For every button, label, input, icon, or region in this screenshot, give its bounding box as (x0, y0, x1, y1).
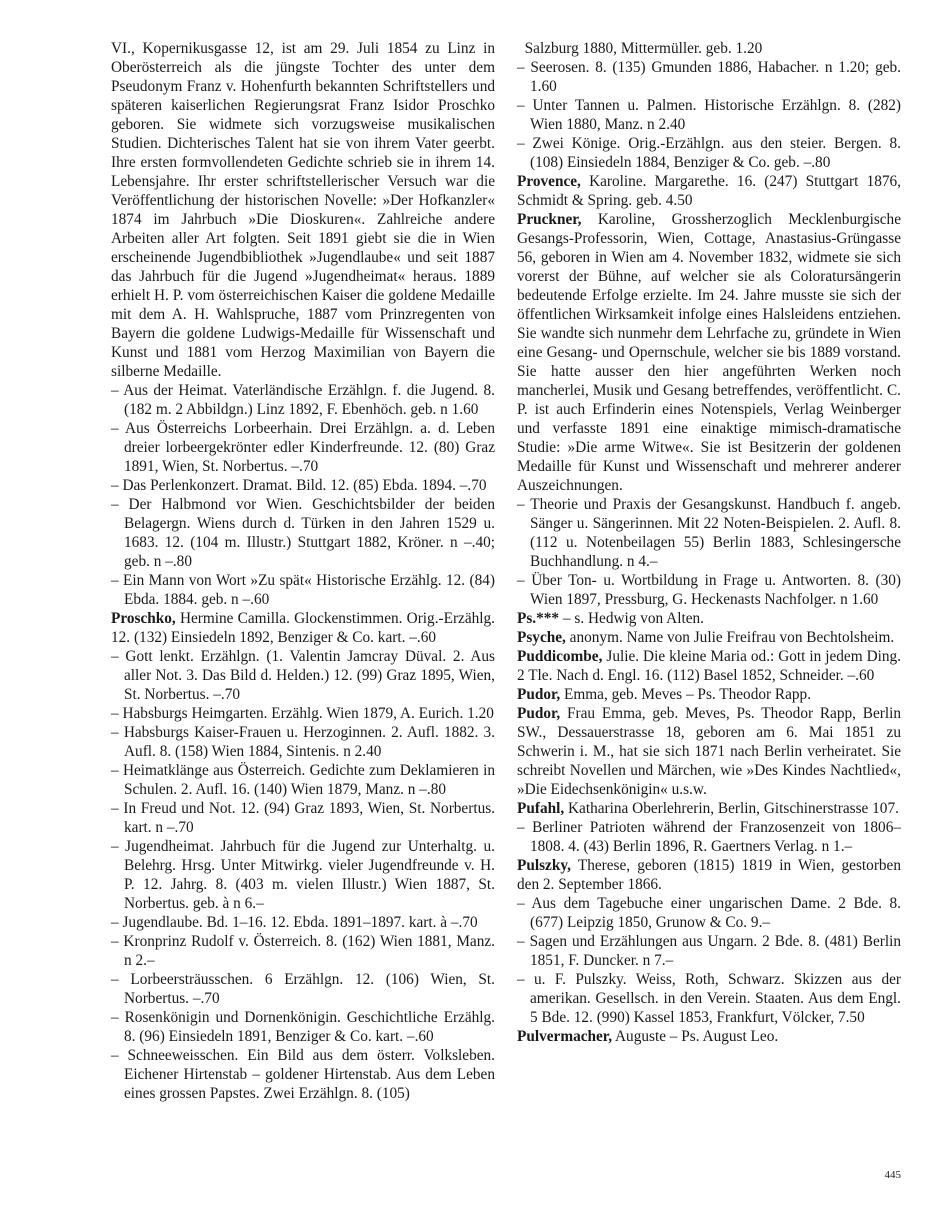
entry-headword: Pulvermacher, (517, 1028, 613, 1045)
entry-text: – s. Hedwig von Alten. (559, 610, 704, 627)
bibliography-item: – Unter Tannen u. Palmen. Historische Erzählgn. 8. (282) Wien 1880, Manz. n 2.40 (517, 97, 901, 133)
entry-headword: Pudor, (517, 686, 561, 703)
bibliography-item: – Berliner Patrioten während der Franzosenzeit von 1806–1808. 4. (43) Berlin 1896, R. Gaertners Verlag. n 1.– (517, 819, 901, 855)
entry-headword: Pulszky, (517, 857, 571, 874)
bibliography-item: – Sagen und Erzählungen aus Ungarn. 2 Bde. 8. (481) Berlin 1851, F. Duncker. n 7.– (517, 933, 901, 969)
bibliography-item: – Zwei Könige. Orig.-Erzählgn. aus den steier. Bergen. 8. (108) Einsiedeln 1884, Benziger & Co. geb. –.80 (517, 135, 901, 171)
entry-text: Auguste – Ps. August Leo. (612, 1028, 779, 1045)
entry-headword: Pufahl, (517, 800, 565, 817)
bibliography-item: – Schneeweisschen. Ein Bild aus dem österr. Volksleben. Eichener Hirtenstab – goldener Hirtenstab. Aus dem Leben eines grossen Papstes. Zwei Erzählgn. 8. (105) (111, 1047, 495, 1102)
bibliography-item: – Das Perlenkonzert. Dramat. Bild. 12. (85) Ebda. 1894. –.70 (111, 477, 487, 494)
entry-headword: Proschko, (111, 610, 176, 627)
author-entry (517, 1027, 901, 1046)
bibliography-item: – Seerosen. 8. (135) Gmunden 1886, Habacher. n 1.20; geb. 1.60 (517, 59, 901, 95)
page-number: 445 (884, 1169, 901, 1181)
entry-text: Julie. Die kleine Maria od.: Gott in jedem Ding. 2 Tle. Nach d. Engl. 16. (112) Basel 1852, Schneider. –.60 (517, 648, 901, 684)
entry-headword: Provence, (517, 173, 581, 190)
entry-text: Hermine Camilla. Glockenstimmen. Orig.-Erzählg. 12. (132) Einsiedeln 1892, Benziger & Co. kart. –.60 (111, 610, 495, 646)
author-entry (517, 704, 901, 799)
bibliography-item: – Habsburgs Kaiser-Frauen u. Herzoginnen. 2. Aufl. 1882. 3. Aufl. 8. (158) Wien 1884, Sintenis. n 2.40 (111, 724, 495, 760)
bibliography-item: – u. F. Pulszky. Weiss, Roth, Schwarz. Skizzen aus der amerikan. Gesellsch. in den Verein. Staaten. Aus dem Engl. 5 Bde. 12. (990) Kassel 1853, Frankfurt, Völcker, 7.50 (517, 971, 901, 1026)
bibliography-item: – Ein Mann von Wort »Zu spät« Historische Erzählg. 12. (84) Ebda. 1884. geb. n –.60 (111, 572, 495, 608)
left-column (111, 39, 495, 1103)
bibliography-item: – Habsburgs Heimgarten. Erzählg. Wien 1879, A. Eurich. 1.20 (111, 705, 494, 722)
bibliography-item: – Gott lenkt. Erzählgn. (1. Valentin Jamcray Düval. 2. Aus aller Not. 3. Das Bild d. Helden.) 12. (99) Graz 1895, Wien, St. Norbertus. –.70 (111, 648, 495, 703)
entry-text: anonym. Name von Julie Freifrau von Bechtolsheim. (565, 629, 895, 646)
bibliography-item: – Lorbeersträusschen. 6 Erzählgn. 12. (106) Wien, St. Norbertus. –.70 (111, 971, 495, 1007)
author-entry (111, 609, 495, 647)
entry-text: Katharina Oberlehrerin, Berlin, Gitschinerstrasse 107. (564, 800, 899, 817)
entry-text: Karoline, Grossherzoglich Mecklenburgische Gesangs-Professorin, Wien, Cottage, Anastasius-Grüngasse 56, geboren in Wien am 4. November 1832, widmete sie sich vorerst der Bühne, auf welcher sie als Coloratursängerin bedeutende Erfolge erzielte. Im 24. Jahre musste sie sich der öffentlichen Wirksamkeit infolge eines Halsleidens entziehen. Sie wandte sich nunmehr dem Lehrfache zu, gründete in Wien eine Gesang- und Opernschule, welcher sie bis 1889 vorstand. Sie hatte ausser den hier angeführten Werken noch mancherlei, Musik und Gesang betreffendes, veröffentlicht. C. P. ist auch Erfinderin eines Notenspiels, Verlag Weinberger und verfasste 1891 eine einaktige mimisch-dramatische Studie: »Die arme Witwe«. Sie ist Besitzerin der goldenen Medaille für Kunst und Wissenschaft und mehrerer anderer Auszeichnungen. (517, 211, 901, 494)
author-entry (517, 628, 901, 647)
bibliography-item: – Über Ton- u. Wortbildung in Frage u. Antworten. 8. (30) Wien 1897, Pressburg, G. Heckenasts Nachfolger. n 1.60 (517, 572, 901, 608)
entry-headword: Pruckner, (517, 211, 582, 228)
author-entry (517, 685, 901, 704)
author-entry (517, 172, 901, 210)
bibliography-item: – Aus der Heimat. Vaterländische Erzählgn. f. die Jugend. 8. (182 m. 2 Abbildgn.) Linz 1892, F. Ebenhöch. geb. n 1.60 (111, 382, 495, 418)
right-column (517, 39, 901, 1046)
entry-text: Karoline. Margarethe. 16. (247) Stuttgart 1876, Schmidt & Spring. geb. 4.50 (517, 173, 901, 209)
entry-headword: Psyche, (517, 629, 566, 646)
author-entry (517, 647, 901, 685)
bibliography-item: – Heimatklänge aus Österreich. Gedichte zum Deklamieren in Schulen. 2. Aufl. 16. (140) Wien 1879, Manz. n –.80 (111, 762, 495, 798)
author-entry (517, 856, 901, 894)
entry-headword: Puddicombe, (517, 648, 603, 665)
entry-headword: Pudor, (517, 705, 561, 722)
author-entry (517, 210, 901, 495)
bibliography-item: – Jugendheimat. Jahrbuch für die Jugend zur Unterhaltg. u. Belehrg. Hrsg. Unter Mitwirkg. vieler Jugendfreunde v. H. P. 12. Jahrg. 8. (403 m. vielen Illustr.) Wien 1887, St. Norbertus. geb. à n 6.– (111, 838, 495, 912)
bibliography-item: – Aus Österreichs Lorbeerhain. Drei Erzählgn. a. d. Leben dreier lorbeergekrönter edler Kinderfreunde. 12. (80) Graz 1891, Wien, St. Norbertus. –.70 (111, 420, 495, 475)
entry-headword: Ps.*** (517, 610, 560, 627)
bibliography-item: – Jugendlaube. Bd. 1–16. 12. Ebda. 1891–1897. kart. à –.70 (111, 914, 478, 931)
bibliography-item: Salzburg 1880, Mittermüller. geb. 1.20 (517, 40, 763, 57)
bibliography-item: – Rosenkönigin und Dornenkönigin. Geschichtliche Erzählg. 8. (96) Einsiedeln 1891, Benziger & Co. kart. –.60 (111, 1009, 495, 1045)
bibliography-item: – In Freud und Not. 12. (94) Graz 1893, Wien, St. Norbertus. kart. n –.70 (111, 800, 495, 836)
entry-text: Therese, geboren (1815) 1819 in Wien, gestorben den 2. September 1866. (517, 857, 901, 893)
biography-paragraph: VI., Kopernikusgasse 12, ist am 29. Juli 1854 zu Linz in Oberösterreich als die jüngste Tochter des unter dem Pseudonym Franz v. Hohenfurth bekannten Schriftstellers und späteren kaiserlichen Regierungsrat Franz Isidor Proschko geboren. Sie widmete sich vorzugsweise musikalischen Studien. Dichterisches Talent hat sie von ihrem Vater geerbt. Ihre ersten formvollendeten Gedichte schrieb sie in ihrem 14. Lebensjahre. Ihr erster schriftstellerischer Versuch war die Veröffentlichung der historischen Novelle: »Der Hofkanzler« 1874 im Jahrbuch »Die Dioskuren«. Zahlreiche andere Arbeiten aller Art folgten. Seit 1891 giebt sie die in Wien erscheinende Jugendbibliothek »Jugendlaube« und seit 1887 das Jahrbuch für die Jugend »Jugendheimat« heraus. 1889 erhielt H. P. vom österreichischen Kaiser die goldene Medaille mit dem A. H. Wahlspruche, 1887 vom Prinzregenten von Bayern die goldene Ludwigs-Medaille für Wissenschaft und Kunst und 1881 vom Herzog Maximilian von Bayern die silberne Medaille. (111, 40, 495, 380)
author-entry (517, 609, 901, 628)
bibliography-item: – Der Halbmond vor Wien. Geschichtsbilder der beiden Belagergn. Wiens durch d. Türken in den Jahren 1529 u. 1683. 12. (104 m. Illustr.) Stuttgart 1882, Kröner. n –.40; geb. n –.80 (111, 496, 495, 570)
bibliography-item: – Aus dem Tagebuche einer ungarischen Dame. 2 Bde. 8. (677) Leipzig 1850, Grunow & Co. 9.– (517, 895, 901, 931)
entry-text: Emma, geb. Meves – Ps. Theodor Rapp. (560, 686, 812, 703)
author-entry (517, 799, 901, 818)
bibliography-item: – Theorie und Praxis der Gesangskunst. Handbuch f. angeb. Sänger u. Sängerinnen. Mit 22 Noten-Beispielen. 2. Aufl. 8. (112 u. Notenbeilagen 55) Berlin 1883, Schlesingersche Buchhandlung. n 4.– (517, 496, 901, 570)
bibliography-item: – Kronprinz Rudolf v. Österreich. 8. (162) Wien 1881, Manz. n 2.– (111, 933, 495, 969)
entry-text: Frau Emma, geb. Meves, Ps. Theodor Rapp, Berlin SW., Dessauerstrasse 18, geboren am 6. Mai 1851 zu Schwerin i. M., hat sie sich 1871 nach Berlin verheiratet. Sie schreibt Novellen und Märchen, wie »Des Kindes Nachtlied«, »Die Eidechsenkönigin« u.s.w. (517, 705, 901, 798)
